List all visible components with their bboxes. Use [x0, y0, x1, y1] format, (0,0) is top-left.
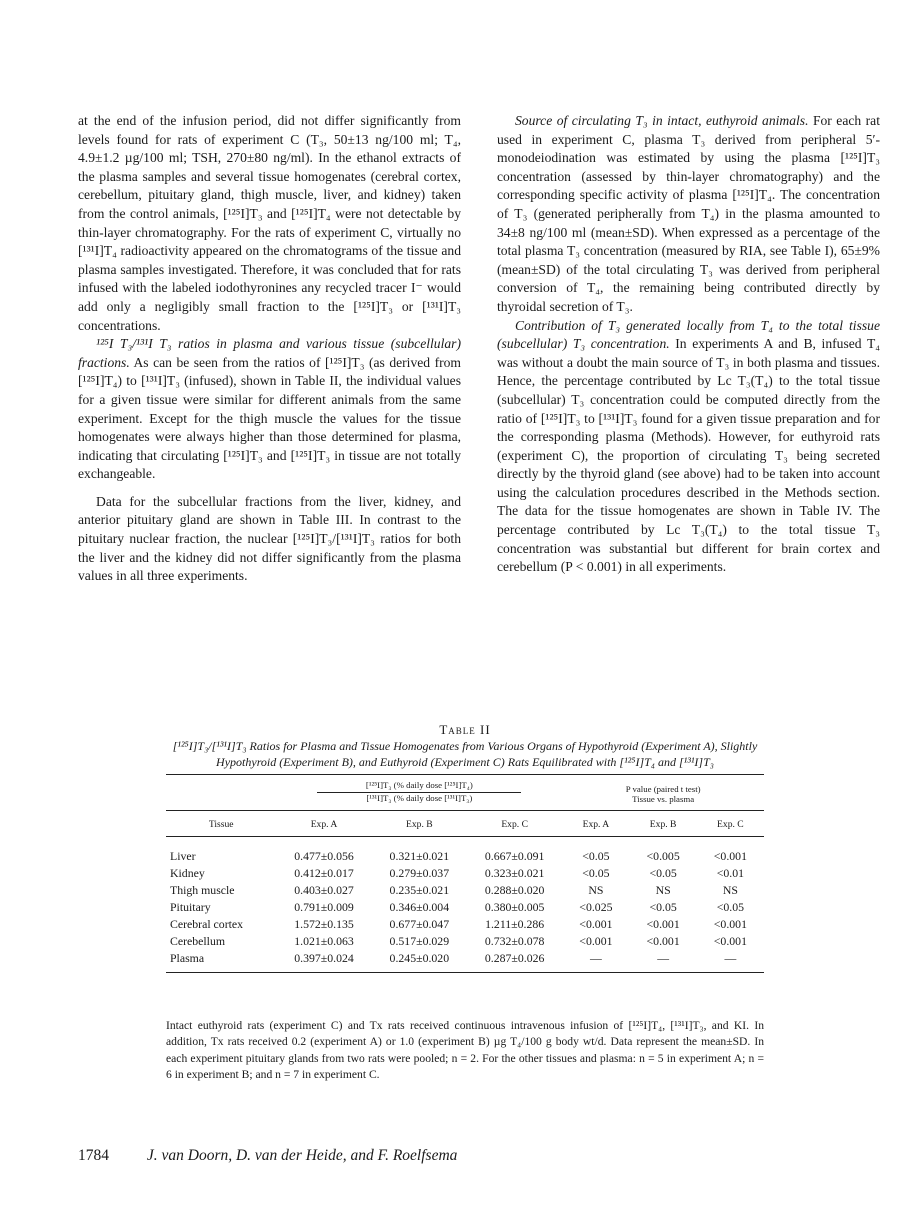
- table-ii: [166, 722, 764, 973]
- page-footer: [78, 1147, 457, 1165]
- running-authors: J. van Doorn, D. van der Heide, and F. Roelfsema: [146, 1147, 458, 1164]
- table-footnote: Intact euthyroid rats (experiment C) and Tx rats received continuous intravenous infusion of [¹²⁵I]T₄, [¹³¹I]T₃, and KI. In addition, Tx rats received 0.2 (experiment A) or 1.0 (experiment B) µg T₄/100 g body wt/d. Data represent the mean±SD. In each experiment pituitary glands from two rats were pooled; n = 2. For the other tissues and plasma: n = 5 in experiment A; n = 6 in experiment B; and n = 7 in experiment C.: [166, 1019, 764, 1082]
- pvalue-header-line1: P value (paired t test): [625, 784, 701, 794]
- value-cell: 0.287±0.026: [467, 950, 562, 973]
- pvalue-cell: <0.001: [713, 849, 747, 863]
- col-exp-b: Exp. B: [372, 811, 467, 837]
- pvalue-cell: —: [697, 950, 764, 973]
- value-cell: 0.323±0.021: [484, 866, 545, 880]
- paragraph: at the end of the infusion period, did not differ significantly from levels found for rats of experiment C (T₃, 50±13 ng/100 ml; T₄, 4.9±1.2 µg/100 ml; TSH, 270±80 ng/ml). In the ethanol extracts of the plasma samples and several tissue homogenates (cerebral cortex, cerebellum, pituitary gland, thigh muscle, liver, and kidney) taken from the control animals, [¹²⁵I]T₃ and [¹²⁵I]T₄ were not detectable by thin-layer chromatography. For the rats of experiment C, virtually no [¹³¹I]T₄ radioactivity appeared on the chromatograms of the tissue and plasma samples investigated. Therefore, it was concluded that for rats infused with the labeled iodothyronines any recycled tracer I⁻ would add only a negligibly small fraction to the [¹²⁵I]T₃ or [¹³¹I]T₃ concentrations.: [78, 113, 461, 333]
- pvalue-cell: <0.001: [713, 917, 747, 931]
- value-cell: 0.235±0.021: [389, 883, 450, 897]
- pvalue-header: [562, 775, 764, 811]
- tissue-cell: Liver: [170, 849, 196, 863]
- table-body: [166, 837, 764, 973]
- table-row: [166, 882, 764, 899]
- value-cell: 0.321±0.021: [389, 849, 450, 863]
- table-row: [166, 837, 764, 866]
- pvalue-cell: <0.01: [716, 866, 745, 880]
- value-cell: 0.667±0.091: [484, 849, 545, 863]
- pvalue-cell: <0.001: [579, 917, 613, 931]
- table-caption: [166, 722, 764, 770]
- value-cell: 0.279±0.037: [389, 866, 450, 880]
- tissue-cell: Thigh muscle: [170, 883, 235, 897]
- tissue-cell: Kidney: [170, 866, 205, 880]
- paragraph-body: As can be seen from the ratios of [¹²⁵I]T₃ (as derived from [¹²⁵I]T₄) to [¹³¹I]T₃ (infused), shown in Table II, the individual values for a given tissue were similar for different animals from the same experiment. Except for the thigh muscle the values for the tissue homogenates were always higher than those determined for plasma, indicating that circulating [¹²⁵I]T₃ and [¹²⁵I]T₃ in tissue are not totally exchangeable.: [78, 354, 461, 482]
- pvalue-header-line2: Tissue vs. plasma: [632, 794, 695, 804]
- value-cell: 0.791±0.009: [294, 900, 354, 914]
- value-cell: 0.288±0.020: [484, 883, 545, 897]
- pvalue-cell: —: [630, 950, 697, 973]
- value-cell: 0.346±0.004: [389, 900, 450, 914]
- value-cell: 1.211±0.286: [485, 917, 545, 931]
- value-cell: 0.732±0.078: [484, 934, 545, 948]
- table-number: Table II: [439, 722, 491, 737]
- pvalue-cell: <0.025: [579, 900, 613, 914]
- ratio-header: [276, 775, 562, 811]
- right-text-column: [497, 112, 880, 577]
- paragraph-lead: ¹²⁵I T₃/¹³¹I T₃ ratios in plasma and various tissue (subcellular) fractions.: [78, 336, 461, 370]
- paragraph: Data for the subcellular fractions from the liver, kidney, and anterior pituitary gland are shown in Table III. In contrast to the pituitary nuclear fraction, the nuclear [¹²⁵I]T₃/[¹³¹I]T₃ ratios for both the liver and the kidney did not differ significantly from the plasma values in all three experiments.: [78, 493, 461, 584]
- col-exp-c: Exp. C: [467, 811, 562, 837]
- pvalue-cell: <0.001: [713, 934, 747, 948]
- table-title: [¹²⁵I]T₃/[¹³¹I]T₃ Ratios for Plasma and Tissue Homogenates from Various Organs of Hypothyroid (Experiment A), Slightly Hypothyroid (Experiment B), and Euthyroid (Experiment C) Rats Equilibrated with [¹²⁵I]T₄ and [¹³¹I]T₃: [172, 739, 758, 769]
- value-cell: 0.477±0.056: [294, 849, 354, 863]
- value-cell: 1.021±0.063: [294, 934, 354, 948]
- ratio-numerator: [¹²⁵I]T₃ (% daily dose [¹²⁵I]T₄): [365, 780, 473, 790]
- paragraph-body: For each rat used in experiment C, plasma T₃ derived from peripheral 5′-monodeiodination was estimated by using the plasma [¹²⁵I]T₃ concentration (assessed by thin-layer chromatography) and the corresponding specific activity of plasma [¹²⁵I]T₄. The concentration of T₃ (generated peripherally from T₄) in the plasma amounted to 34±8 ng/100 ml (mean±SD). When expressed as a percentage of the total plasma T₃ concentration (measured by RIA, see Table I), 65±9% (mean±SD) of the total circulating T₃ was derived from peripheral conversion of T₄, the remaining being contributed directly by thyroidal secretion of T₃.: [497, 113, 880, 314]
- value-cell: 0.412±0.017: [294, 866, 354, 880]
- table-row: [166, 916, 764, 933]
- table-row: [166, 865, 764, 882]
- value-cell: 0.403±0.027: [294, 883, 354, 897]
- pvalue-cell: NS: [655, 883, 671, 897]
- data-table: [166, 774, 764, 973]
- col-p-exp-a: Exp. A: [562, 811, 629, 837]
- pvalue-cell: <0.05: [649, 866, 677, 880]
- page-number: 1784: [78, 1147, 109, 1164]
- value-cell: 0.380±0.005: [484, 900, 545, 914]
- paragraph: [78, 335, 461, 484]
- table-row: [166, 933, 764, 950]
- pvalue-cell: <0.001: [579, 934, 613, 948]
- pvalue-cell: <0.05: [716, 900, 745, 914]
- col-exp-a: Exp. A: [276, 811, 371, 837]
- tissue-cell: Cerebellum: [170, 934, 226, 948]
- paragraph: [497, 317, 880, 577]
- ratio-denominator: [¹³¹I]T₃ (% daily dose [¹³¹I]T₃): [366, 793, 473, 803]
- pvalue-cell: <0.001: [646, 934, 680, 948]
- tissue-cell: Plasma: [166, 950, 276, 973]
- paragraph-lead: Source of circulating T₃ in intact, euthyroid animals.: [515, 113, 809, 128]
- paragraph-body: In experiments A and B, infused T₄ was without a doubt the main source of T₃ in both plasma and tissues. Hence, the percentage contributed by Lc T₃(T₄) to the total tissue (subcellular) T₃ concentration could be computed directly from the ratio of [¹²⁵I]T₃ to [¹³¹I]T₃ found for a given tissue preparation and for the corresponding plasma (Methods). However, for euthyroid rats (experiment C), the proportion of circulating T₃ being secreted directly by the thyroid gland (see above) had to be taken into account using the calculation procedures described in the Methods section. The data for the tissue homogenates are shown in Table IV. The percentage contributed by Lc T₃(T₄) to the total tissue T₃ concentration was substantial but different for brain cortex and cerebellum (P < 0.001) in all experiments.: [497, 336, 880, 575]
- pvalue-cell: <0.05: [582, 849, 610, 863]
- col-p-exp-b: Exp. B: [630, 811, 697, 837]
- value-cell: 0.397±0.024: [276, 950, 371, 973]
- pvalue-cell: —: [562, 950, 629, 973]
- pvalue-cell: <0.05: [582, 866, 610, 880]
- paragraph: [497, 112, 880, 317]
- value-cell: 0.677±0.047: [389, 917, 450, 931]
- pvalue-cell: <0.005: [646, 849, 680, 863]
- table-row: [166, 899, 764, 916]
- col-tissue: Tissue: [166, 811, 276, 837]
- left-text-column: [78, 112, 461, 586]
- empty-header: [166, 775, 276, 811]
- tissue-cell: Pituitary: [170, 900, 211, 914]
- tissue-cell: Cerebral cortex: [170, 917, 244, 931]
- value-cell: 0.517±0.029: [389, 934, 450, 948]
- pvalue-cell: NS: [722, 883, 738, 897]
- value-cell: 0.245±0.020: [372, 950, 467, 973]
- value-cell: 1.572±0.135: [294, 917, 354, 931]
- pvalue-cell: <0.05: [649, 900, 677, 914]
- paragraph-lead: Contribution of T₃ generated locally from T₄ to the total tissue (subcellular) T₃ concentration.: [497, 317, 880, 352]
- pvalue-cell: NS: [588, 883, 604, 897]
- col-p-exp-c: Exp. C: [697, 811, 764, 837]
- pvalue-cell: <0.001: [646, 917, 680, 931]
- table-row: [166, 950, 764, 973]
